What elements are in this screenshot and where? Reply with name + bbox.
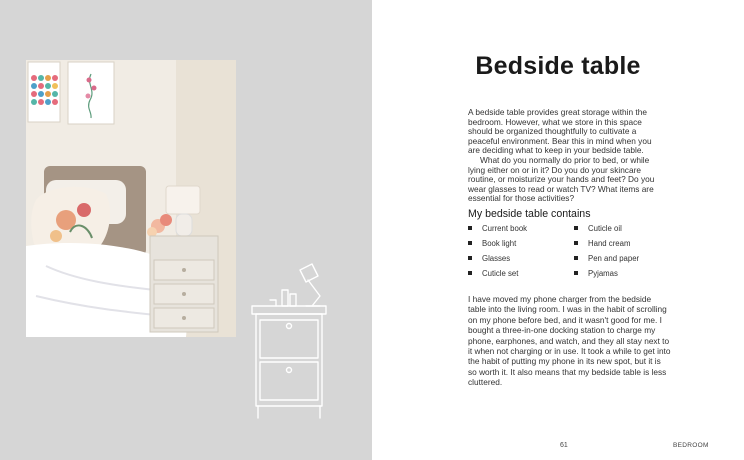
list-item: Cuticle set (468, 269, 518, 278)
bullet-icon (468, 256, 472, 260)
body-paragraph: I have moved my phone charger from the bedside table into the living room. I was in the habit of scrolling on my phone before bed, and it wasn't good for me. I bought a three-in-one docking station to charge my phone, earphones, and watch, and they all stay next to it when not charging or in use. It took a while to get into the habit of putting my phone in its new spot, but it is so worth it. It also means that my bedside table is less cluttered. (468, 294, 671, 388)
list-item: Cuticle oil (574, 224, 622, 233)
bedside-table-line-drawing-icon (248, 262, 338, 422)
list-item: Hand cream (574, 239, 630, 248)
page-title: Bedside table (475, 52, 641, 80)
bullet-icon (468, 271, 472, 275)
bedroom-photo (26, 60, 236, 337)
bullet-icon (574, 271, 578, 275)
list-item: Glasses (468, 254, 510, 263)
bullet-icon (574, 256, 578, 260)
bullet-icon (468, 241, 472, 245)
bullet-icon (574, 226, 578, 230)
intro-paragraph: A bedside table provides great storage within the bedroom. However, what we store in this space should be organized thoughtfully to cultivate a peaceful environment. Bear this in mind when you are deciding what to keep in your bedside table. (468, 107, 652, 156)
bullet-icon (574, 241, 578, 245)
list-heading: My bedside table contains (468, 208, 591, 220)
intro-paragraph: What do you normally do prior to bed, or while lying either on or in it? Do you do your skincare routine, or moisturize your hands and feet? Do you wear glasses to read or watch TV? What items are essential for those activities? (468, 154, 655, 204)
list-item: Current book (468, 224, 527, 233)
right-page (372, 0, 744, 460)
list-item: Book light (468, 239, 516, 248)
intro-text (468, 108, 664, 204)
page-number: 61 (560, 442, 568, 449)
bullet-icon (468, 226, 472, 230)
list-item: Pen and paper (574, 254, 639, 263)
running-head: BEDROOM (673, 442, 709, 449)
list-item: Pyjamas (574, 269, 618, 278)
